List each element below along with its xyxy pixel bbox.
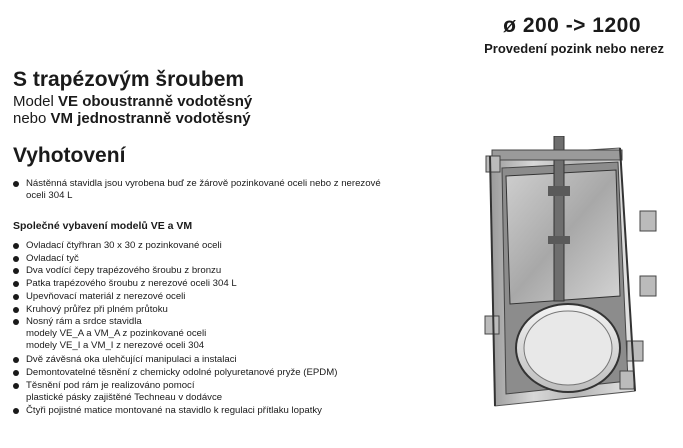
feature-line: Kruhový průřez při plném průtoku [26,303,168,315]
intro-line-2: oceli 304 L [26,190,73,201]
features-heading: Společné vybavení modelů VE a VM [13,220,193,232]
model-vm-desc: jednostranně vodotěsný [73,110,251,127]
model-ve-code: VE [58,93,79,110]
feature-item [13,278,403,290]
model-vm-line [13,110,251,127]
feature-item [13,380,403,404]
feature-item [13,354,403,366]
model-ve-line [13,93,252,110]
diameter-range: ø 200 -> 1200 [503,14,641,37]
feature-line: modely VE_I a VM_I z nerezové oceli 304 [26,340,205,352]
feature-line: Demontovatelné těsnění z chemicky odolné polyuretanové pryže (EPDM) [26,367,338,378]
bullet-dot [13,307,19,313]
bullet-dot [13,319,19,325]
bullet-dot [13,256,19,262]
section-title: Vyhotovení [13,144,126,167]
bullet-dot [13,357,19,363]
bullet-dot [13,370,19,376]
bullet-dot [13,243,19,249]
feature-item [13,265,403,277]
bullet-dot [13,268,19,274]
feature-item [13,405,403,417]
model-ve-prefix: Model [13,93,59,110]
feature-line: Ovladací čtyřhran 30 x 30 z pozinkované oceli [26,240,222,251]
feature-line: Dvě závěsná oka ulehčující manipulaci a instalaci [26,354,237,366]
model-vm-prefix: nebo [13,110,51,127]
product-title: S trapézovým šroubem [13,68,245,91]
feature-line: Upevňovací materiál z nerezové oceli [26,290,186,302]
feature-item [13,253,403,265]
feature-item [13,367,403,379]
feature-line: Dva vodící čepy trapézového šroubu z bronzu [26,265,222,277]
bullet-dot [13,408,19,414]
feature-item [13,240,403,252]
feature-item [13,304,403,316]
bullet-dot [13,383,19,389]
model-ve-desc: oboustranně vodotěsný [78,93,253,110]
bullet-dot [13,294,19,300]
intro-line-1: Nástěnná stavidla jsou vyrobena buď ze žárově pozinkované oceli nebo z nerezové [26,178,381,189]
feature-line: plastické pásky zajištěné Techneau v dodávce [26,391,223,403]
intro-bullet [13,178,403,202]
feature-item [13,291,403,303]
finish-options: Provedení pozink nebo nerez [484,41,664,56]
feature-line: Nosný rám a srdce stavidla [26,316,142,328]
bullet-dot [13,281,19,287]
feature-line: Čtyři pojistné matice montované na stavidlo k regulaci přítlaku lopatky [26,405,322,417]
feature-item [13,316,403,352]
feature-line: Patka trapézového šroubu z nerezové oceli 304 L [26,278,237,290]
model-vm-code: VM [50,110,74,127]
feature-line: modely VE_A a VM_A z pozinkované oceli [26,328,207,340]
bullet-dot [13,181,19,187]
feature-line: Těsnění pod rám je realizováno pomocí [26,379,195,391]
sluice-gate-photo [470,136,670,416]
feature-line: Ovladací tyč [26,252,79,264]
